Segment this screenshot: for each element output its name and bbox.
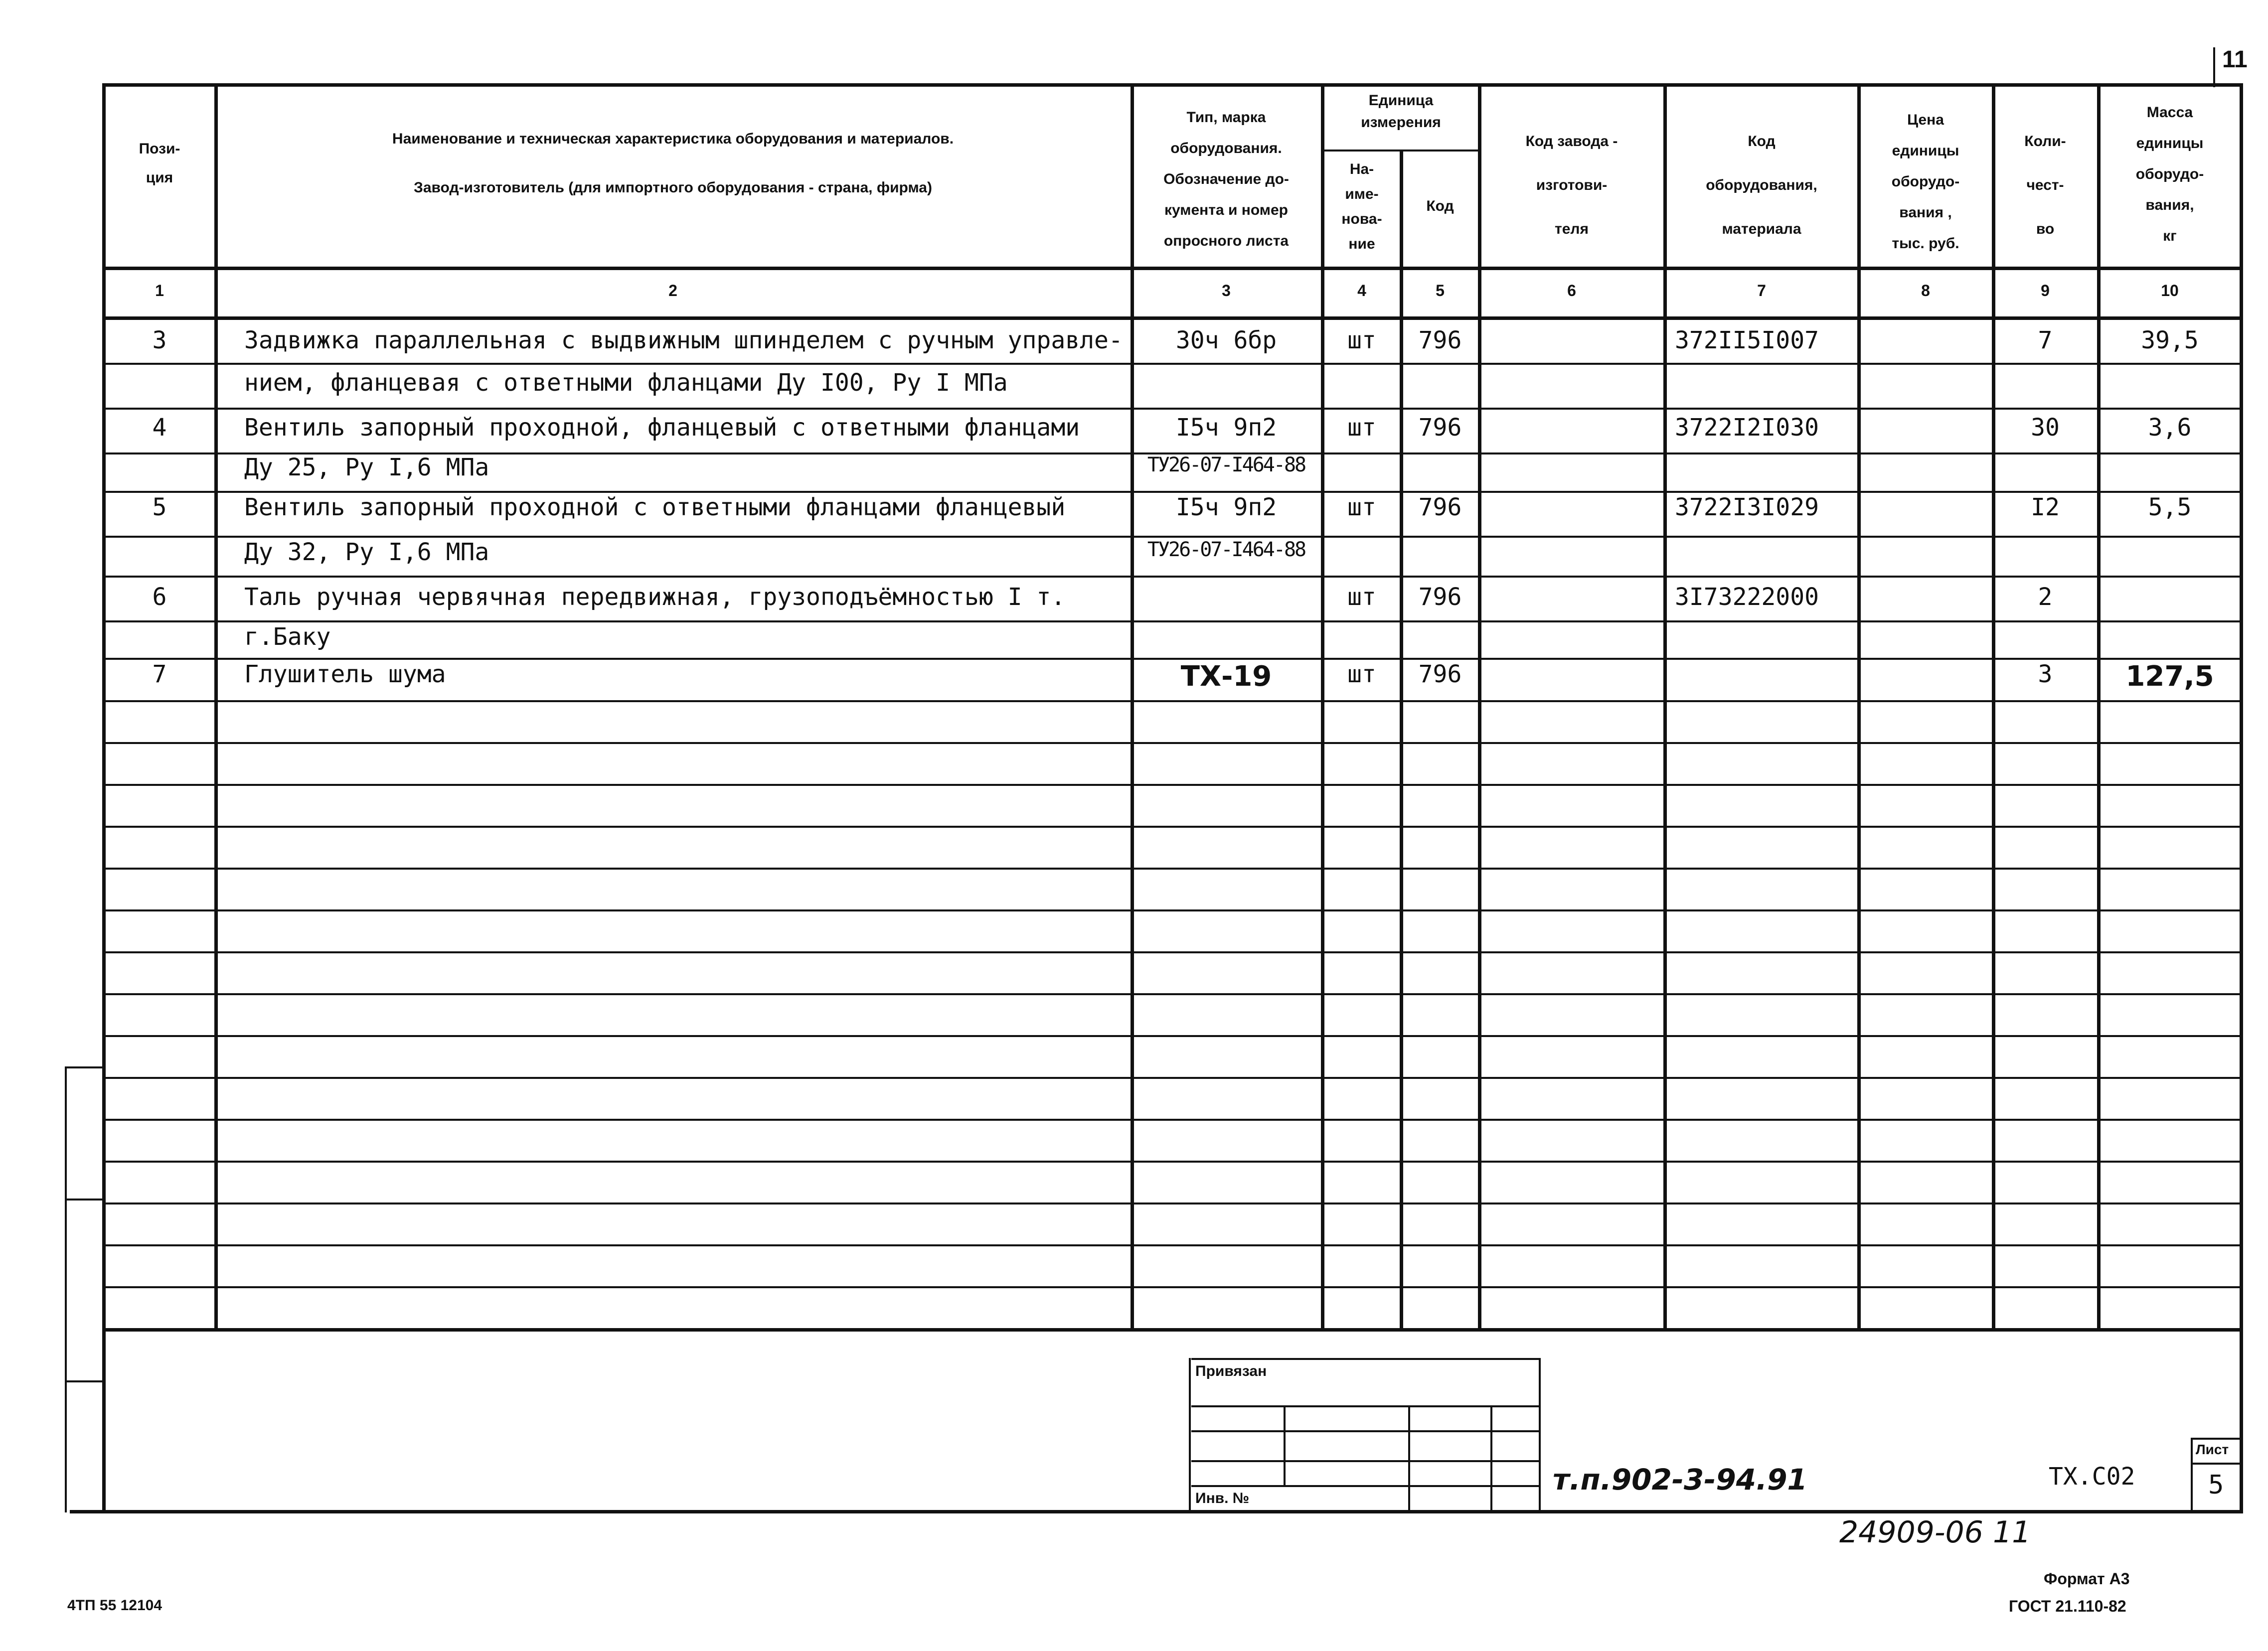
table-cell-unit: шт — [1347, 660, 1376, 688]
table-cell-qty: 3 — [2038, 660, 2053, 688]
row-line — [102, 1119, 2243, 1121]
frame-right — [2240, 83, 2243, 1513]
table-cell-code: 796 — [1418, 414, 1462, 442]
row-line — [102, 1286, 2243, 1288]
table-cell-mat: 3722I3I029 — [1675, 493, 1819, 521]
table-cell-unit: шт — [1347, 583, 1376, 611]
table-cell-unit: шт — [1347, 326, 1376, 354]
unit-group-header: Единица измерения — [1361, 92, 1441, 131]
row-line — [102, 1077, 2243, 1079]
colnum-7: 7 — [1757, 282, 1766, 300]
colnum-2: 2 — [668, 282, 677, 300]
table-cell-name: Таль ручная червячная передвижная, грузоподъёмностью I т. — [244, 583, 1066, 611]
row-line — [102, 742, 2243, 744]
table-cell-code: 796 — [1418, 583, 1462, 611]
table-cell-name: нием, фланцевая с ответными фланцами Ду I00, Ру I МПа — [244, 369, 1008, 397]
table-cell-qty: 7 — [2038, 326, 2053, 354]
row-line — [102, 658, 2243, 660]
sheet-number: 5 — [2208, 1470, 2224, 1500]
table-cell-pos: 5 — [152, 493, 167, 521]
col6-header: Код завода - изготови- теля — [1525, 133, 1618, 237]
inv-label: Инв. № — [1195, 1490, 1250, 1506]
table-cell-pos: 3 — [152, 326, 167, 354]
table-cell-unit: шт — [1347, 414, 1376, 442]
row-line — [102, 700, 2243, 702]
table-cell-name: Задвижка параллельная с выдвижным шпинделем с ручным управле- — [244, 326, 1123, 354]
table-cell-code: 796 — [1418, 493, 1462, 521]
colnum-8: 8 — [1921, 282, 1930, 300]
table-cell-qty: 30 — [2031, 414, 2060, 442]
table-cell-type: I5ч 9п2 — [1175, 414, 1277, 442]
col4-header: На- име- нова- ние — [1341, 161, 1382, 252]
row-line — [102, 1161, 2243, 1163]
table-cell-mass: 3,6 — [2148, 414, 2192, 442]
table-cell-mat: 3I73222000 — [1675, 583, 1819, 611]
corner-mark: 11 — [2222, 46, 2248, 73]
table-cell-type: I5ч 9п2 — [1175, 493, 1277, 521]
table-cell-code: 796 — [1418, 326, 1462, 354]
table-cell-pos: 4 — [152, 414, 167, 442]
footer-format: Формат А3 — [2044, 1570, 2130, 1588]
row-line — [102, 363, 2243, 365]
colnum-1: 1 — [155, 282, 164, 300]
row-line — [102, 951, 2243, 953]
col3-header: Тип, марка оборудования. Обозначение до- кумента и номер опросного листа — [1163, 109, 1289, 249]
colnum-10: 10 — [2161, 282, 2179, 300]
table-cell-mat: 372II5I007 — [1675, 326, 1819, 354]
colnum-3: 3 — [1222, 282, 1231, 300]
row-line — [102, 491, 2243, 493]
table-cell-mass: 5,5 — [2148, 493, 2192, 521]
table-cell-type: ТУ26-07-I464-88 — [1147, 453, 1305, 476]
footer-gost: ГОСТ 21.110-82 — [2009, 1597, 2126, 1615]
row-line — [102, 826, 2243, 828]
col10-header: Масса единицы оборудо- вания, кг — [2135, 104, 2204, 244]
frame-left — [102, 83, 106, 1513]
table-cell-pos: 7 — [152, 660, 167, 688]
row-line — [102, 620, 2243, 622]
table-cell-qty: 2 — [2038, 583, 2053, 611]
table-cell-mass: 127,5 — [2125, 660, 2214, 693]
table-cell-qty: I2 — [2031, 493, 2060, 521]
row-line — [102, 1035, 2243, 1037]
table-cell-name: г.Баку — [244, 623, 331, 651]
table-cell-unit: шт — [1347, 493, 1376, 521]
frame-top — [102, 83, 2243, 87]
table-cell-name: Ду 32, Ру I,6 МПа — [244, 538, 489, 566]
frame-bottom — [70, 1510, 2243, 1513]
row-line — [102, 868, 2243, 870]
row-line — [102, 1202, 2243, 1204]
sheet-label: Лист — [2196, 1442, 2229, 1457]
colnum-9: 9 — [2041, 282, 2050, 300]
row-line — [102, 909, 2243, 911]
col5-header: Код — [1426, 198, 1454, 214]
table-cell-mat: 3722I2I030 — [1675, 414, 1819, 442]
table-cell-mass: 39,5 — [2141, 326, 2199, 354]
col7-header: Код оборудования, материала — [1706, 133, 1817, 237]
colnum-5: 5 — [1436, 282, 1445, 300]
col8-header: Цена единицы оборудо- вания , тыс. руб. — [1891, 112, 1960, 252]
table-cell-name: Ду 25, Ру I,6 МПа — [244, 453, 489, 481]
table-cell-name: Вентиль запорный проходной с ответными фланцами фланцевый — [244, 493, 1066, 521]
table-cell-name: Вентиль запорный проходной, фланцевый с ответными фланцами — [244, 414, 1080, 442]
row-line — [102, 784, 2243, 786]
handwritten-number: 24909-06 11 — [1839, 1515, 2031, 1550]
col1-header: Пози- ция — [139, 141, 180, 186]
bound-label: Привязан — [1195, 1363, 1267, 1379]
colnum-4: 4 — [1357, 282, 1366, 300]
row-line — [102, 408, 2243, 410]
table-cell-type: 30ч 6бр — [1175, 326, 1277, 354]
col2-header: Наименование и техническая характеристика оборудования и материалов. Завод-изготовитель (для импортного оборудования - страна, фирма) — [392, 131, 954, 196]
project-number: т.п.902-3-94.91 — [1553, 1463, 1807, 1497]
table-cell-type: ТУ26-07-I464-88 — [1147, 538, 1305, 561]
row-line — [102, 536, 2243, 538]
row-line — [102, 1244, 2243, 1246]
footer-left: 4ТП 55 12104 — [67, 1597, 162, 1614]
row-line — [102, 576, 2243, 578]
table-cell-type: ТХ-19 — [1180, 660, 1272, 693]
table-cell-code: 796 — [1418, 660, 1462, 688]
row-line — [102, 993, 2243, 995]
table-cell-pos: 6 — [152, 583, 167, 611]
col9-header: Коли- чест- во — [2024, 133, 2066, 237]
table-cell-name: Глушитель шума — [244, 660, 446, 688]
doc-code: ТХ.С02 — [2049, 1463, 2135, 1491]
colnum-6: 6 — [1567, 282, 1576, 300]
